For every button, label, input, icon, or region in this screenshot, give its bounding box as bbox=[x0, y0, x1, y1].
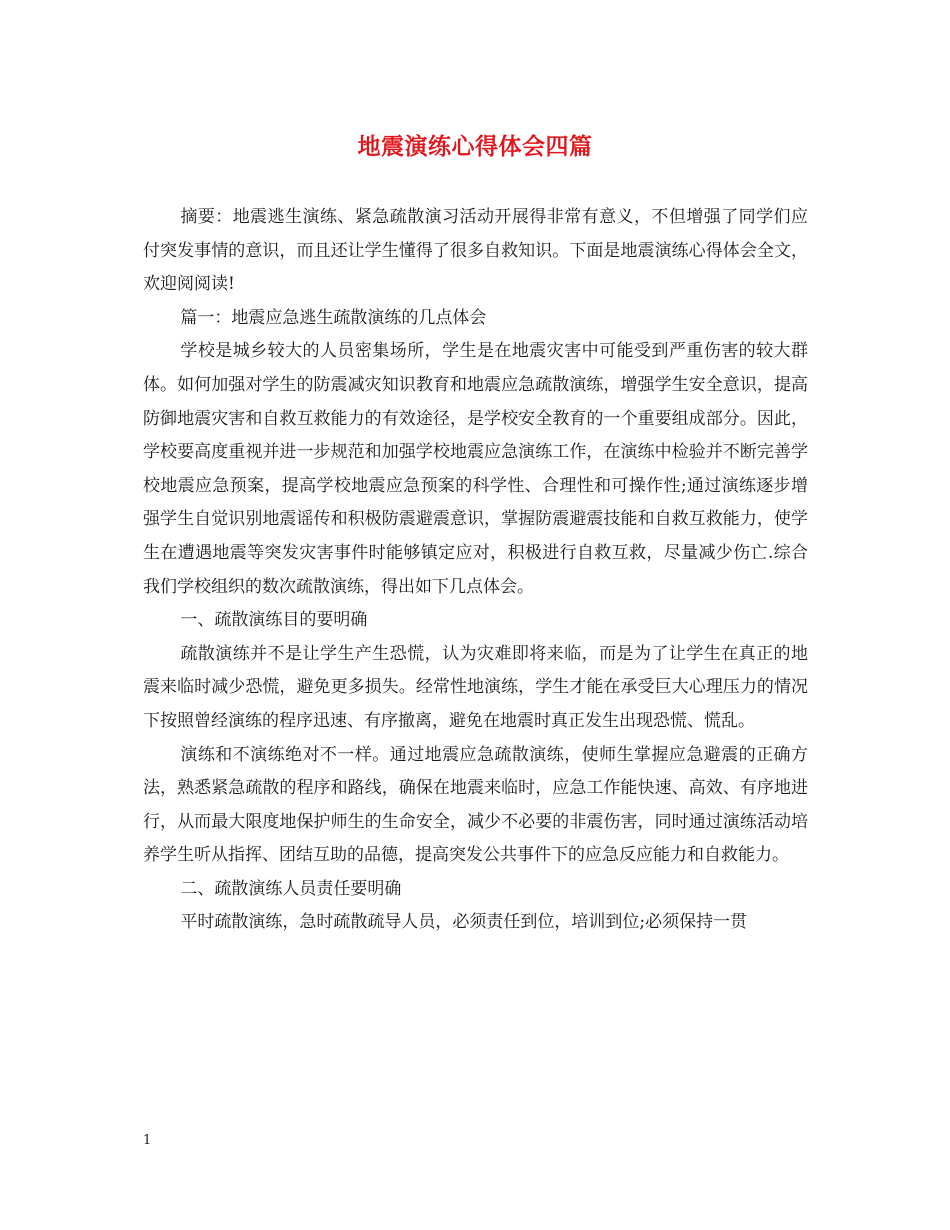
section-heading-two: 二、疏散演练人员责任要明确 bbox=[180, 878, 402, 899]
paragraph-abstract: 摘要：地震逃生演练、紧急疏散演习活动开展得非常有意义，不但增强了同学们应付突发事情的意识，而且还让学生懂得了很多自救知识。下面是地震演练心得体会全文，欢迎阅阅读! bbox=[143, 207, 808, 295]
document-body bbox=[143, 201, 808, 940]
page-title: 地震演练心得体会四篇 bbox=[357, 133, 593, 160]
paragraph-purpose: 疏散演练并不是让学生产生恐慌，认为灾难即将来临，而是为了让学生在真正的地震来临时减少恐慌，避免更多损失。经常性地演练，学生才能在承受巨大心理压力的情况下按照曾经演练的程序迅速、有序撤离，避免在地震时真正发生出现恐慌、慌乱。 bbox=[143, 643, 808, 731]
paragraph-intro: 学校是城乡较大的人员密集场所，学生是在地震灾害中可能受到严重伤害的较大群体。如何加强对学生的防震减灾知识教育和地震应急疏散演练，增强学生安全意识，提高防御地震灾害和自救互救能力的有效途径，是学校安全教育的一个重要组成部分。因此，学校要高度重视并进一步规范和加强学校地震应急演练工作，在演练中检验并不断完善学校地震应急预案，提高学校地震应急预案的科学性、合理性和可操作性;通过演练逐步增强学生自觉识别地震谣传和积极防震避震意识，掌握防震避震技能和自救互救能力，使学生在遭遇地震等突发灾害事件时能够镇定应对，积极进行自救互救，尽量减少伤亡.综合我们学校组织的数次疏散演练，得出如下几点体会。 bbox=[143, 341, 808, 597]
paragraph-responsibility: 平时疏散演练，急时疏散疏导人员，必须责任到位，培训到位;必须保持一贯 bbox=[180, 912, 748, 933]
page-number: 1 bbox=[143, 1133, 152, 1148]
paragraph-practice: 演练和不演练绝对不一样。通过地震应急疏散演练，使师生掌握应急避震的正确方法，熟悉紧急疏散的程序和路线，确保在地震来临时，应急工作能快速、高效、有序地进行，从而最大限度地保护师生的生命安全，减少不必要的非震伤害，同时通过演练活动培养学生听从指挥、团结互助的品德，提高突发公共事件下的应急反应能力和自救能力。 bbox=[143, 744, 808, 866]
section-heading-one: 一、疏散演练目的要明确 bbox=[180, 610, 368, 631]
section-heading-part-one: 篇一：地震应急逃生疏散演练的几点体会 bbox=[180, 307, 487, 328]
